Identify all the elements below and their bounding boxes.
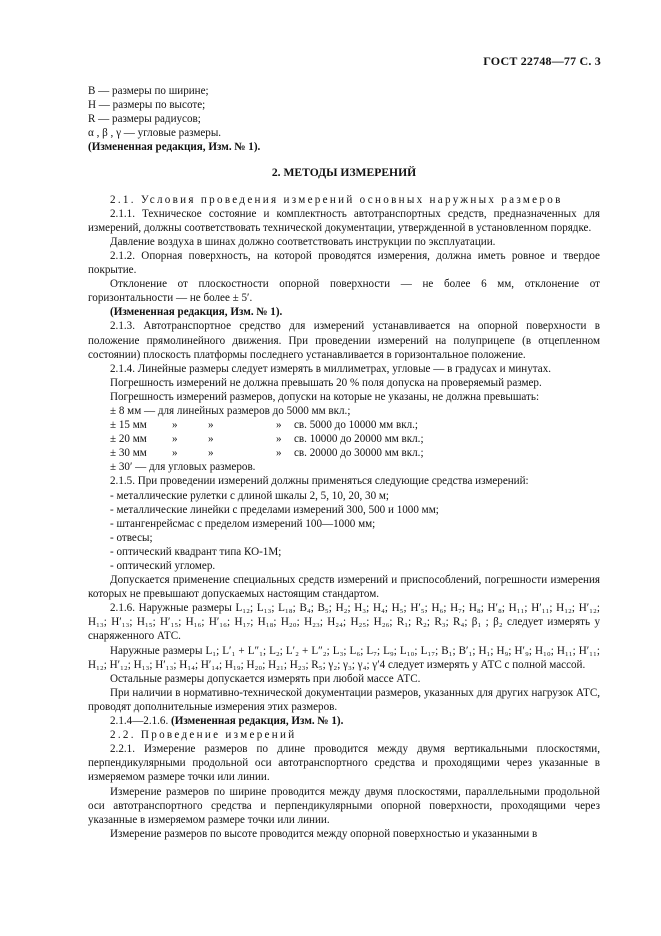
- paragraph-2-2-1: 2.2.1. Измерение размеров по длине проводится между двумя вертикальными плоскостями, перпендикулярными продольной оси автотранспортного средства и проходящими через указанные в измеряемом размере точки или линии.: [88, 743, 600, 784]
- tolerance-range: св. 10000 до 20000 мм вкл.;: [294, 433, 424, 446]
- section-title: 2. МЕТОДЫ ИЗМЕРЕНИЙ: [271, 166, 417, 180]
- tool-item: - металлические линейки с пределами измерений 300, 500 и 1000 мм;: [110, 503, 439, 516]
- definition-angles: α , β , γ — угловые размеры.: [88, 127, 222, 140]
- tolerance-value: ± 30 мм: [110, 447, 147, 460]
- paragraph-2-1-3: 2.1.3. Автотранспортное средство для измерений устанавливается на опорной поверхности в положение прямолинейного движения. При проведении измерений на полуприцепе (в отцепленном состоянии) плоскость платформы последнего устанавливается в горизонтальное положение.: [88, 320, 600, 361]
- definition-radius: R — размеры радиусов;: [88, 113, 201, 126]
- paragraph-special-tools: Допускается применение специальных средств измерений и приспособлений, погрешности измерения которых не превышают допускаемых настоящим стандартом.: [88, 574, 600, 601]
- amendment-number: 2.1.4—2.1.6.: [110, 715, 169, 728]
- tolerance-value: ± 15 мм: [110, 419, 147, 432]
- ditto-mark: »: [276, 433, 282, 446]
- tool-item: - отвесы;: [110, 531, 153, 544]
- document-body: [88, 84, 600, 841]
- definition-width: B — размеры по ширине;: [88, 85, 209, 97]
- ditto-mark: »: [172, 433, 178, 446]
- paragraph-deviation: Отклонение от плоскостности опорной поверхности — не более 6 мм, отклонение от горизонтальности — не более ± 5′.: [88, 278, 600, 305]
- amendment-note: (Измененная редакция, Изм. № 1).: [110, 306, 283, 319]
- paragraph-2-1-4: 2.1.4. Линейные размеры следует измерять в миллиметрах, угловые — в градусах и минутах.: [110, 362, 552, 375]
- tool-item: - металлические рулетки с длиной шкалы 2, 5, 10, 20, 30 м;: [110, 489, 390, 502]
- tolerance-value: ± 20 мм: [110, 433, 147, 446]
- paragraph-2-1-6: 2.1.6. Наружные размеры L₁₂; L₁₃; L₁₈; B₄; B₅; H₂; H₃; H₄; H₅; H′₅; H₆; H₇; H₈; H′₈; H₁₁; H′₁₁; H₁₂; H′₁₂; H₁₃; H′₁₃; H₁₅; H′₁₅; H₁₆; H′₁₆; H₁₇; H₁₈; H₂₀; H₂₃; H₂₄; H₂₅; H₂₆; R₁; R₂; R₃; R₄; β₁ ; β₂ следует измерять у снаряженного АТС.: [88, 602, 600, 643]
- amendment-text: (Измененная редакция, Изм. № 1).: [171, 715, 344, 728]
- tolerance-row: [88, 418, 600, 432]
- paragraph-2-1-1: 2.1.1. Техническое состояние и комплектность автотранспортных средств, предназначенных для измерений, должны соответствовать технической документации, утвержденной в установленном порядке.: [88, 207, 600, 234]
- ditto-mark: »: [208, 419, 214, 432]
- tool-item: - оптический угломер.: [110, 560, 216, 572]
- ditto-mark: »: [276, 419, 282, 432]
- ditto-mark: »: [172, 447, 178, 460]
- amendment-2-1-4-6: [88, 714, 600, 728]
- paragraph-height: Измерение размеров по высоте проводится между опорной поверхностью и указанными в: [110, 827, 538, 840]
- paragraph-error-1: Погрешность измерений не должна превышать 20 % поля допуска на проверяемый размер.: [110, 376, 542, 389]
- paragraph-2-1-2: 2.1.2. Опорная поверхность, на которой проводятся измерения, должна иметь ровное и твердое покрытие.: [88, 249, 600, 277]
- page-header: ГОСТ 22748—77 С. 3: [483, 54, 601, 68]
- tolerance-first: ± 8 мм — для линейных размеров до 5000 мм вкл.;: [110, 404, 351, 417]
- paragraph-outer-full-mass: Наружные размеры L₁; L′₁ + L″₁; L₂; L′₂ + L″₂; L₃; L₆; L₇; L₉; L₁₀; L₁₇; B₁; B′₁; H₁; H₉; H′₉; H₁₀; H₁₁; H′₁₁; H₁₂; H′₁₂; H₁₃; H′₁₃; H₁₄; H′₁₄; H₁₉; H₂₀; H₂₁; H₂₃; R₅; γ₂; γ₃; γ₄; γ′4 следует измерять у АТС с полной массой.: [88, 644, 600, 671]
- subsection-2-2: 2.2. Проведение измерений: [110, 729, 297, 742]
- tool-item: - оптический квадрант типа КО-1М;: [110, 545, 282, 558]
- paragraph-tire-pressure: Давление воздуха в шинах должно соответствовать инструкции по эксплуатации.: [110, 235, 496, 248]
- ditto-mark: »: [208, 433, 214, 446]
- paragraph-width: Измерение размеров по ширине проводится между двумя плоскостями, параллельными продольной оси автотранспортного средства и перпендикулярными опорной поверхности, проходящими через указанные в измеряемом размере точки или линии.: [88, 785, 600, 826]
- tolerance-range: св. 20000 до 30000 мм вкл.;: [294, 447, 424, 460]
- ditto-mark: »: [208, 447, 214, 460]
- tool-item: - штангенрейсмас с пределом измерений 100—1000 мм;: [110, 517, 376, 530]
- tolerance-row: [88, 446, 600, 460]
- ditto-mark: »: [276, 447, 282, 460]
- tolerance-range: св. 5000 до 10000 мм вкл.;: [294, 419, 418, 432]
- subsection-2-1: 2.1. Условия проведения измерений основных наружных размеров: [110, 193, 563, 206]
- tolerance-row: [88, 432, 600, 446]
- paragraph-2-1-5: 2.1.5. При проведении измерений должны применяться следующие средства измерений:: [110, 475, 529, 488]
- definition-height: H — размеры по высоте;: [88, 99, 206, 112]
- ditto-mark: »: [172, 419, 178, 432]
- paragraph-other-loads: При наличии в нормативно-технической документации размеров, указанных для других нагрузок АТС, проводят дополнительные измерения этих размеров.: [88, 686, 600, 713]
- amendment-note: (Измененная редакция, Изм. № 1).: [88, 141, 261, 154]
- tolerance-last: ± 30′ — для угловых размеров.: [110, 461, 256, 474]
- paragraph-error-2: Погрешность измерений размеров, допуски на которые не указаны, не должна превышать:: [110, 390, 540, 403]
- paragraph-other-sizes: Остальные размеры допускается измерять при любой массе АТС.: [110, 672, 421, 685]
